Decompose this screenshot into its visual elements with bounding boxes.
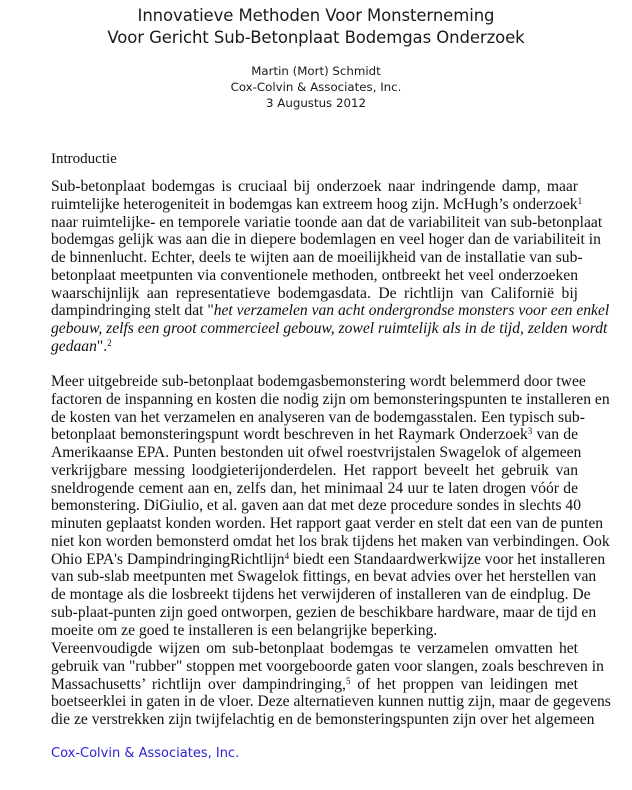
- text-line: [51, 515, 604, 533]
- text-line: [51, 231, 601, 249]
- text-line: [51, 302, 610, 320]
- text-line: [51, 426, 578, 444]
- text-line: [51, 195, 583, 214]
- line-text: bemonstering. DiGiulio, et al. gaven aan dat met deze procedure sondes in slechts 40: [51, 497, 582, 515]
- document-date: 3 Augustus 2012: [266, 96, 366, 110]
- author-organization: Cox-Colvin & Associates, Inc.: [230, 80, 402, 94]
- footnote-reference[interactable]: 2: [107, 337, 112, 348]
- line-text: van sub-slab meetpunten met Swagelok fittings, en bevat advies over het herstellen van: [51, 568, 597, 586]
- text-line: [51, 622, 578, 640]
- text-line: [51, 532, 610, 551]
- text-line: [51, 657, 604, 676]
- line-text: Amerikaanse EPA. Punten bestonden uit ofwel roestvrijstalen Swagelok of algemeen: [51, 444, 582, 461]
- line-text: verkrijgbare messing loodgieterijonderdelen. Het rapport beveelt het gebruik van: [51, 461, 578, 479]
- line-text: minuten geplaatst konden worden. Het rapport gaat verder en stelt dat een van de punten: [51, 515, 604, 532]
- document-title-line-1: Innovatieve Methoden Voor Monsterneming: [137, 6, 495, 25]
- text-line: [51, 338, 578, 356]
- paragraph-1: [51, 178, 610, 356]
- text-line: [51, 693, 611, 711]
- line-text: ".: [96, 337, 108, 355]
- line-text: factoren de inspanning en kosten die nodig zijn om bemonsteringspunten te installeren en: [51, 390, 610, 408]
- text-line: [51, 408, 585, 427]
- text-line: [51, 586, 591, 604]
- footnote-reference[interactable]: 3: [527, 426, 533, 437]
- line-text: betonplaat bemonsteringspunt wordt beschreven in het Raymark Onderzoek: [51, 426, 528, 444]
- footnote-reference[interactable]: 1: [577, 195, 583, 206]
- footnote-reference[interactable]: 4: [284, 550, 290, 561]
- line-text: Meer uitgebreide sub-betonplaat bodemgasbemonstering wordt belemmerd door twee: [51, 373, 586, 390]
- paragraph-2: [51, 373, 610, 639]
- text-line: [51, 390, 610, 409]
- line-text: waarschijnlijk aan representatieve bodemgasdata. De richtlijn van Californië bij: [51, 284, 578, 302]
- text-line: [51, 213, 603, 232]
- line-text: Sub-betonplaat bodemgas is cruciaal bij onderzoek naar indringende damp, maar: [51, 178, 578, 195]
- line-text: naar ruimtelijke- en temporele variatie toonde aan dat de variabiliteit van sub-betonplaat: [51, 213, 603, 231]
- text-line: [51, 568, 597, 586]
- footer-organization: Cox-Colvin & Associates, Inc.: [51, 746, 240, 761]
- footnote-reference[interactable]: 5: [345, 675, 351, 686]
- line-text: dampindringing stelt dat ": [51, 302, 214, 320]
- text-line: [51, 640, 578, 658]
- text-line: [51, 550, 606, 569]
- text-line: [51, 267, 578, 285]
- line-text: gebruik van "rubber" stoppen met voorgeboorde gaten voor slangen, zoals beschreven in: [51, 657, 604, 675]
- text-line: [51, 676, 578, 694]
- text-line: [51, 711, 595, 729]
- line-text: bodemgas gelijk was aan die in diepere bodemlagen en veel hoger dan de variabiliteit in: [51, 231, 601, 249]
- line-text: of het proppen van leidingen met: [350, 675, 578, 693]
- line-text: betonplaat meetpunten via conventionele methoden, ontbreekt het veel onderzoeken: [51, 266, 578, 284]
- text-line: [51, 285, 578, 303]
- line-text: de binnenlucht. Echter, deels te wijten aan de moeilijkheid van de installatie van sub-: [51, 249, 583, 266]
- quoted-italic-text: gebouw, zelfs een groot commercieel gebouw, zowel ruimtelijk als in de tijd, zelden wordt: [51, 320, 608, 337]
- line-text: biedt een Standaardwerkwijze voor het installeren: [289, 550, 606, 568]
- line-text: sneldrogende cement aan en, zelfs dan, het minimaal 24 uur te laten drogen vóór de: [51, 479, 578, 497]
- line-text: boetseerklei in gaten in de vloer. Deze alternatieven kunnen nuttig zijn, maar de gegevens: [51, 693, 611, 711]
- text-line: [51, 603, 597, 622]
- quoted-italic-text: gedaan: [51, 337, 97, 355]
- line-text: ruimtelijke heterogeniteit in bodemgas kan extreem hoog zijn. McHugh’s onderzoek: [51, 195, 578, 213]
- text-line: [51, 497, 582, 515]
- text-line: [51, 480, 578, 498]
- line-text: die ze verstrekken zijn twijfelachtig en de bemonsteringspunten zijn over het algemeen: [51, 711, 595, 728]
- text-line: [51, 444, 582, 462]
- line-text: Vereenvoudigde wijzen om sub-betonplaat bodemgas te verzamelen omvatten het: [51, 640, 578, 657]
- section-heading: Introductie: [51, 151, 117, 167]
- text-line: [51, 462, 578, 480]
- document-title-line-2: Voor Gericht Sub-Betonplaat Bodemgas Onderzoek: [107, 28, 525, 47]
- line-text: de montage als die losbreekt tijdens het verwijderen of installeren van de eindplug. De: [51, 586, 591, 603]
- quoted-italic-text: het verzamelen van acht ondergrondse monsters voor een enkel: [213, 302, 610, 320]
- line-text: moeite om ze goed te installeren is een belangrijke beperking.: [51, 621, 438, 639]
- text-line: [51, 249, 583, 267]
- text-line: [51, 320, 608, 338]
- line-text: sub-plaat-punten zijn goed ontworpen, gezien de beschikbare hardware, maar de tijd en: [51, 603, 597, 621]
- text-line: [51, 178, 578, 196]
- text-line: [51, 373, 586, 391]
- line-text: Massachusetts’ richtlijn over dampindringing,: [51, 675, 346, 693]
- line-text: van de: [532, 426, 579, 444]
- line-text: Ohio EPA's DampindringingRichtlijn: [51, 550, 285, 568]
- line-text: niet kon worden bemonsterd omdat het los brak tijdens het maken van verbindingen. Ook: [51, 532, 610, 550]
- paragraph-3: [51, 640, 611, 729]
- line-text: de kosten van het verzamelen en analyseren van de bodemgasstalen. Een typisch sub-: [51, 408, 585, 426]
- author-name: Martin (Mort) Schmidt: [251, 64, 381, 78]
